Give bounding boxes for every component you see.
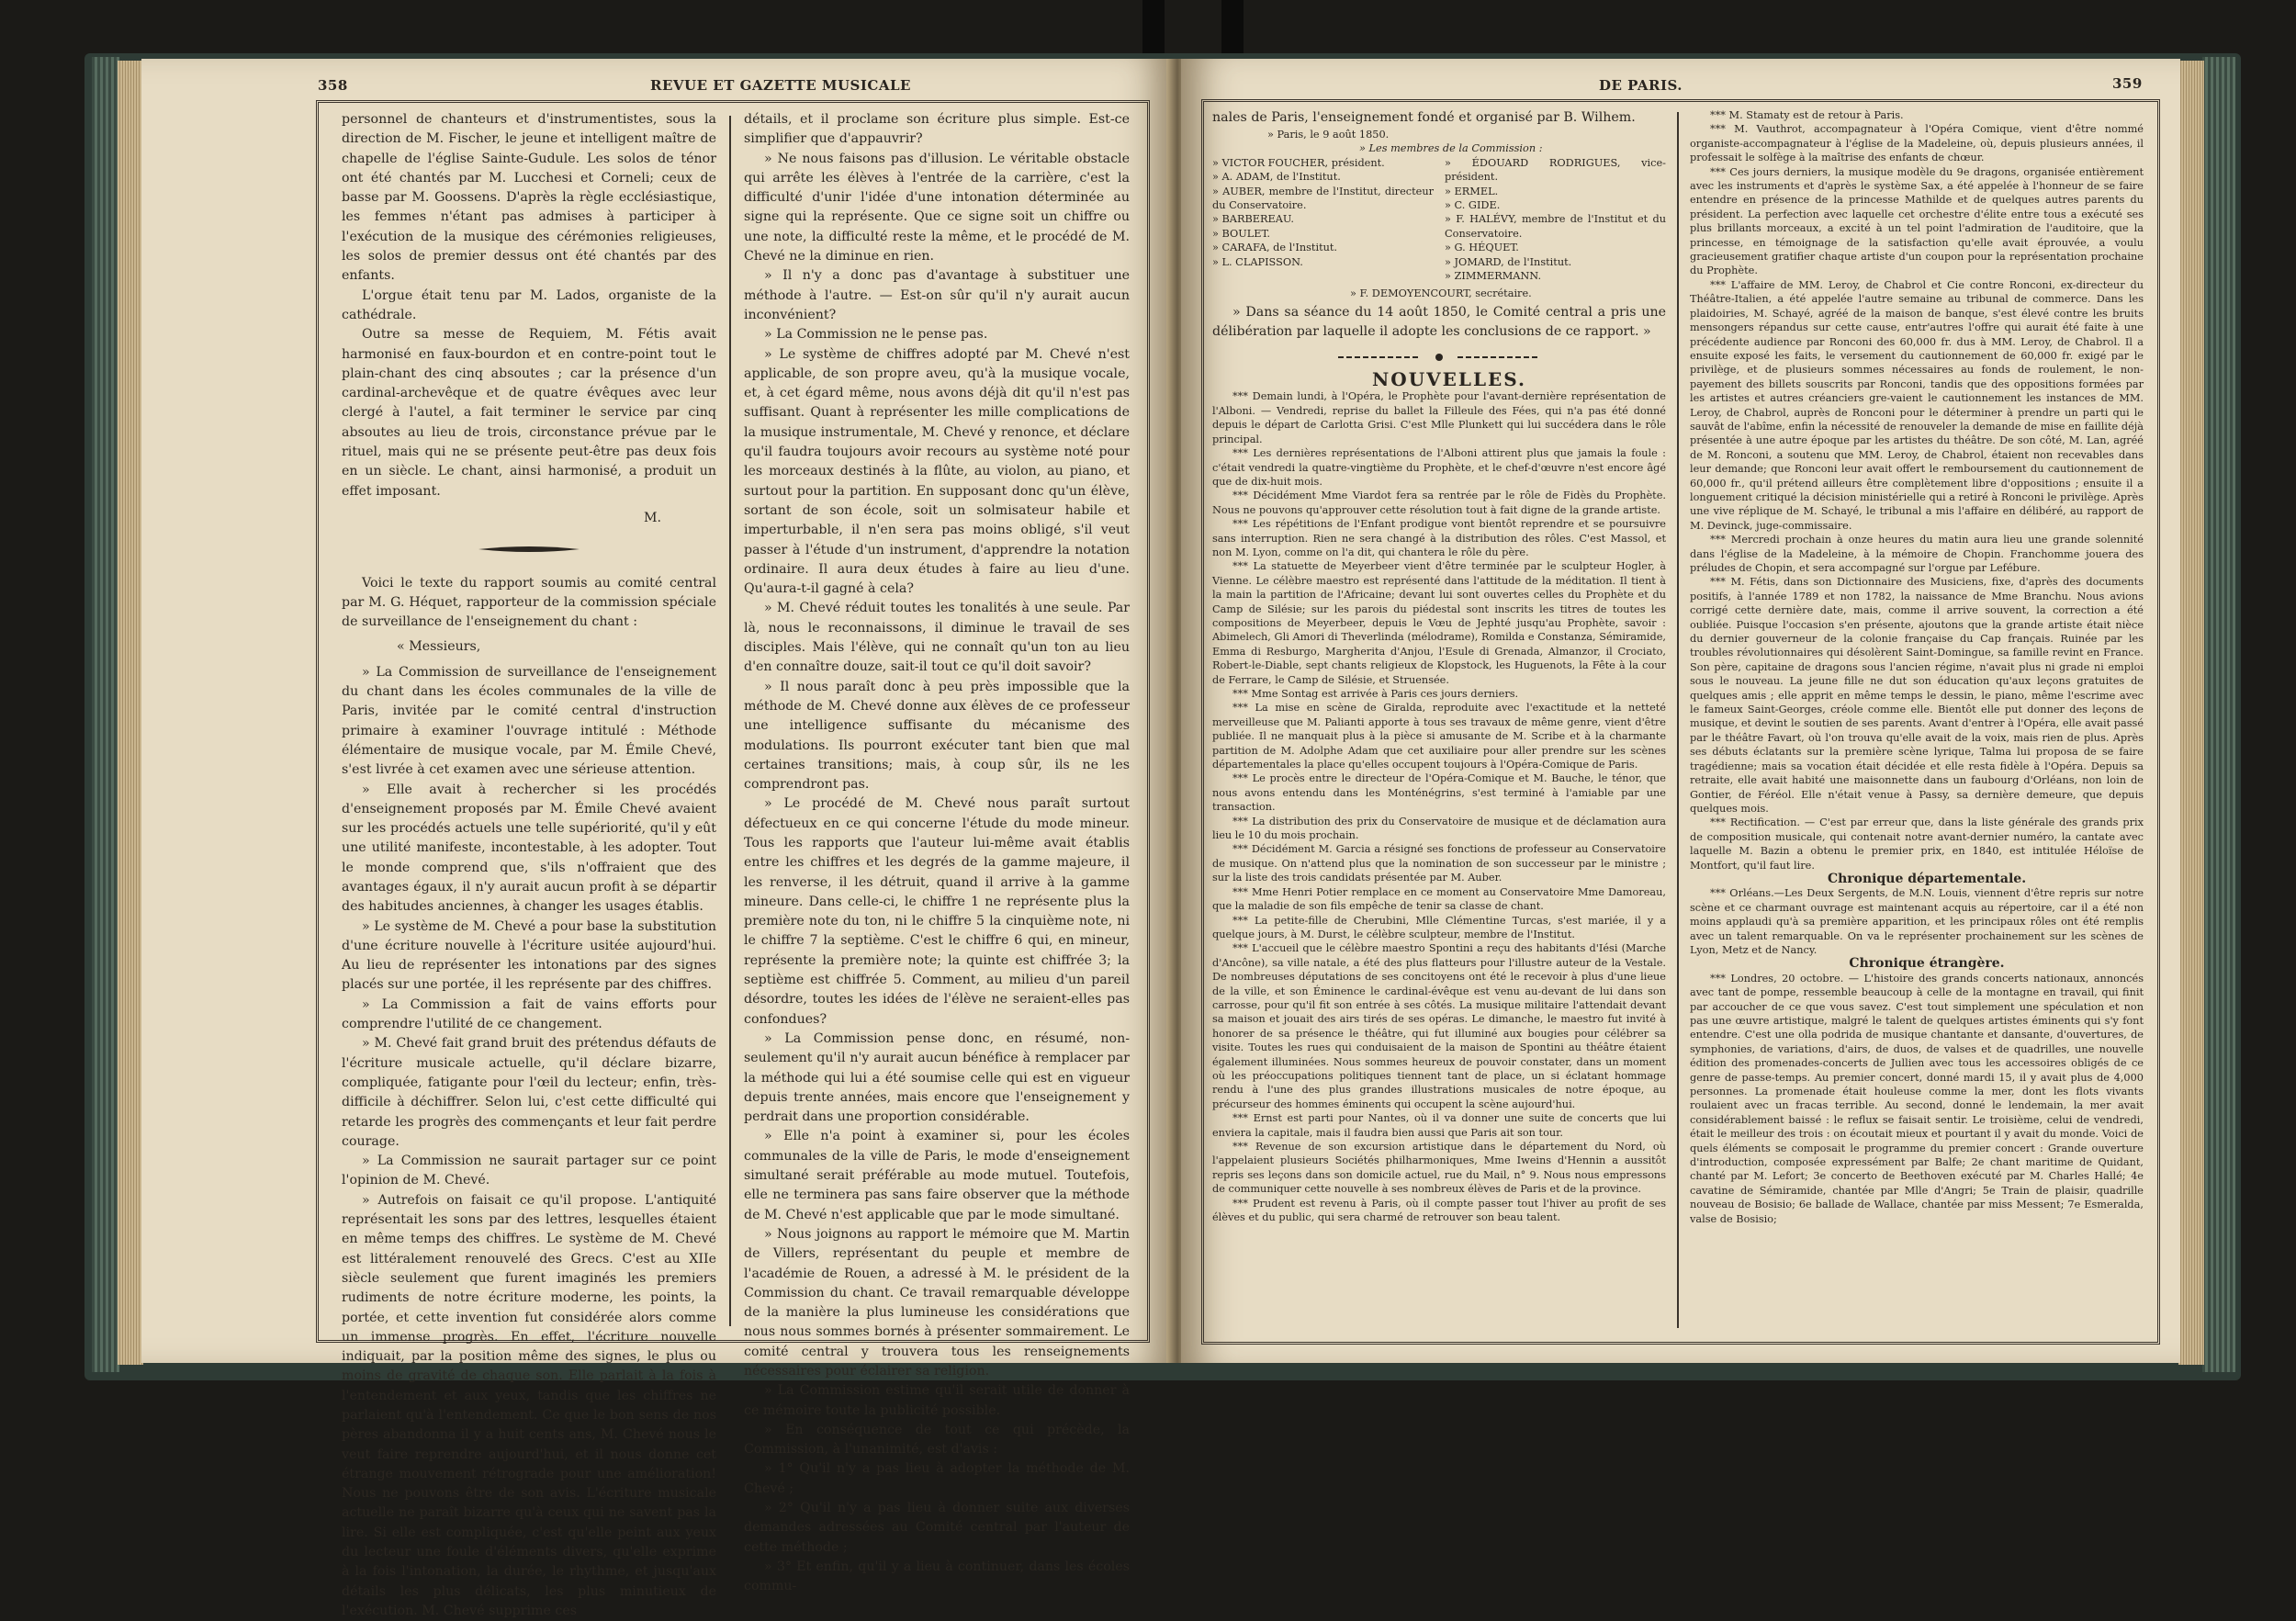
news-item: *** Rectification. — C'est par erreur que, dans la liste générale des grands prix de composition musicale, qui contenait notre avant-dernier numéro, la cantate avec laquelle M. Bazin a obtenu le premier prix, en 1840, est intitulée Héloïse de Montfort, qu'il faut lire. xyxy=(1690,816,2144,872)
paragraph: » La Commission de surveillance de l'enseignement du chant dans les écoles communales de la ville de Paris, invitée par le comité central d'instruction primaire à examiner l'ouvrage intitulé : Méthode élémentaire de musique vocale, par M. Émile Chevé, s'est livrée à cet examen avec une sérieuse attention. xyxy=(342,664,716,778)
right-column-divider xyxy=(1677,112,1679,1328)
list-item: » F. HALÉVY, membre de l'Institut et du Conservatoire. xyxy=(1445,213,1666,240)
page-stack-right xyxy=(2178,61,2204,1365)
paragraph: » La Commission a fait de vains efforts pour comprendre l'utilité de ce changement. xyxy=(342,996,716,1032)
news-item: *** Décidément M. Garcia a résigné ses fonctions de professeur au Conservatoire de musique. On n'attend plus que la nomination de son successeur par le ministre ; sur la liste des trois candidats présentée par M. Auber. xyxy=(1212,843,1666,884)
running-head-left: REVUE ET GAZETTE MUSICALE xyxy=(650,77,911,94)
paragraph: L'orgue était tenu par M. Lados, organiste de la cathédrale. xyxy=(342,287,716,322)
section-divider-ornament xyxy=(1212,349,1666,368)
paragraph: » Dans sa séance du 14 août 1850, le Comité central a pris une délibération par laquelle il adopte les conclusions de ce rapport. » xyxy=(1212,304,1666,339)
paragraph: » Le système de M. Chevé a pour base la substitution d'une écriture nouvelle à l'écriture usitée aujourd'hui. Au lieu de représenter les intonations par des signes placés sur une portée, il les représente par des chiffres. xyxy=(342,918,716,993)
paragraph: » Ne nous faisons pas d'illusion. Le véritable obstacle qui arrête les élèves à l'entrée de la carrière, c'est la difficulté d'unir l'idée d'une intonation déterminée au signe qui la représente. Que ce signe soit un chiffre ou une note, la difficulté reste la même, et le procédé de M. Chevé ne la diminue en rien. xyxy=(744,151,1130,265)
news-item: *** Les dernières représentations de l'Alboni attirent plus que jamais la foule : c'était vendredi la quatre-vingtième du Prophète, et le chef-d'œuvre n'est encore âgé que de dix-huit mois. xyxy=(1212,447,1666,488)
news-item: *** Mercredi prochain à onze heures du matin aura lieu une grande solennité dans l'église de la Madeleine, à la mémoire de Chopin. Franchomme jouera des préludes de Chopin, et sera accompagné sur l'orgue par Lefébure. xyxy=(1690,534,2144,574)
cover-marbled-edge-right xyxy=(2202,57,2235,1372)
paragraph: Voici le texte du rapport soumis au comité central par M. G. Héquet, rapporteur de la commission spéciale de surveillance de l'enseignement du chant : xyxy=(342,575,716,630)
news-item: *** La distribution des prix du Conservatoire de musique et de déclamation aura lieu le 10 du mois prochain. xyxy=(1212,815,1666,842)
paragraph: » Le système de chiffres adopté par M. Chevé n'est applicable, de son propre aveu, qu'à la musique vocale, et, à cet égard même, nous avons déjà dit qu'il n'est pas suffisant. Quant à représenter les mille complications de la musique instrumentale, M. Chevé y renonce, et déclare qu'il faudra toujours avoir recours au système noté pour les morceaux destinés à la flûte, au violon, au piano, et surtout pour la partition. En supposant donc qu'un élève, sortant de son école, soit un solmisateur habile et imperturbable, il n'en sera pas moins obligé, s'il veut passer à l'étude d'un instrument, d'apprendre la notation ordinaire. Il aura deux études à faire au lieu d'une. Qu'aura-t-il gagné à cela? xyxy=(744,346,1130,597)
news-item: *** Demain lundi, à l'Opéra, le Prophète pour l'avant-dernière représentation de l'Alboni. — Vendredi, reprise du ballet la Filleule des Fées, qui n'a pas été donné depuis le départ de Carlotta Grisi. C'est Mlle Plunkett qui lui succédera dans le rôle principal. xyxy=(1212,390,1666,445)
news-item: *** M. Vauthrot, accompagnateur à l'Opéra Comique, vient d'être nommé organiste-accompagnateur à l'église de la Madeleine, où, depuis plusieurs années, il professait le solfège à la maîtrise des enfants de chœur. xyxy=(1690,123,2144,164)
list-item: » ÉDOUARD RODRIGUES, vice-président. xyxy=(1445,156,1666,184)
paragraph: détails, et il proclame son écriture plus simple. Est-ce simplifier que d'appauvrir? xyxy=(744,112,1130,147)
news-item: *** M. Stamaty est de retour à Paris. xyxy=(1710,109,1904,121)
list-item: » G. HÉQUET. xyxy=(1445,242,1519,254)
paragraph: » 2° Qu'il n'y a pas lieu à donner suite aux diverses demandes adressées au Comité central par l'auteur de cette méthode ; xyxy=(744,1501,1130,1555)
commission-heading: » Les membres de la Commission : xyxy=(1359,142,1543,155)
paragraph: « Messieurs, xyxy=(397,639,481,655)
list-item: » ERMEL. xyxy=(1445,185,1499,197)
paragraph: personnel de chanteurs et d'instrumentistes, sous la direction de M. Fischer, le jeune et intelligent maître de chapelle de l'église Sainte-Gudule. Les solos de ténor ont été chantés par M. Lucchesi et Corneli; ceux de basse par M. Goossens. D'après la règle ecclésiastique, les femmes n'étant pas admises à participer à l'exécution de la musique des cérémonies religieuses, les solos de premier dessus ont été chantés par des enfants. xyxy=(342,112,716,284)
secretary-line: » F. DEMOYENCOURT, secrétaire. xyxy=(1350,287,1532,300)
section-divider-ornament xyxy=(342,541,716,560)
list-item: » ZIMMERMANN. xyxy=(1445,270,1542,283)
paragraph: nales de Paris, l'enseignement fondé et organisé par B. Wilhem. xyxy=(1212,110,1636,125)
news-item: *** Le procès entre le directeur de l'Opéra-Comique et M. Bauche, le ténor, que nous avons entendu dans les Monténégrins, s'est terminé à l'amiable par une transaction. xyxy=(1212,772,1666,814)
news-item: *** L'affaire de MM. Leroy, de Chabrol et Cie contre Ronconi, ex-directeur du Théâtre-Italien, a été appelée l'autre semaine au tribunal de commerce. Dans les plaidoiries, M. Schayé, agréé de la maison de banque, s'est élevé contre les bruits mensongers répandus sur cette cause, entr'autres l'offre qui aurait été faite à une précédente audience par Ronconi des 60,000 fr. dus à MM. Leroy, de Chabrol. Il a ensuite exposé les faits, le versement du cautionnement de 60,000 fr. exigé par le privilège, et de plusieurs sommes nécessaires au fonds de roulement, le non-payement des billets souscrits par Ronconi, tandis que des oppositions formées par les artistes et autres créanciers gre-vaient le cautionnement les instances de MM. Leroy, de Chabrol, auprès de Ronconi pour le déterminer à prendre un parti qui le sauvât de l'abîme, enfin la nécessité de renouveler la demande de mise en faillite déjà présentée à une autre époque par les artistes du théâtre. De son côté, M. Lan, agréé de M. Ronconi, a soutenu que MM. Leroy, de Chabrol, étaient non recevables dans leur demande; que Ronconi leur avait offert le remboursement du cautionnement de 60,000 fr., qu'il prétend ailleurs être complètement libre d'oppositions ; ensuite il a longuement critiqué la décision ministérielle qui a retiré à Ronconi le privilège. Après une vive réplique de M. Schayé, le tribunal a mis l'affaire en délibéré, au rapport de M. Devinck, juge-commissaire. xyxy=(1690,278,2144,532)
paragraph: » En conséquence de tout ce qui précède, la Commission, à l'unanimité, est d'avis : xyxy=(744,1422,1130,1458)
report-date: » Paris, le 9 août 1850. xyxy=(1267,129,1390,141)
news-item: *** Ernst est parti pour Nantes, où il va donner une suite de concerts que lui enviera la capitale, mais il faudra bien aussi que Paris ait son tour. xyxy=(1212,1112,1666,1139)
signature: M. xyxy=(643,510,661,525)
paragraph: » 1° Qu'il n'y a pas lieu à adopter la méthode de M. Chevé ; xyxy=(744,1461,1130,1496)
page-number-right: 359 xyxy=(2112,75,2143,92)
commission-members-right xyxy=(1445,156,1666,284)
news-item: *** La mise en scène de Giralda, reproduite avec l'exactitude et la netteté merveilleuse que M. Palianti apporte à tous ses travaux de même genre, vient d'être publiée. Il ne manquait plus à la pièce si amusante de M. Scribe et à la charmante partition de M. Adolphe Adam que cet auxiliaire pour aller prendre sur les scènes départementales la place qu'elles occupent toujours à l'Opéra-Comique de Paris. xyxy=(1212,702,1666,771)
news-item: *** Ces jours derniers, la musique modèle du 9e dragons, organisée entièrement avec les instruments et d'après le système Sax, a été appelée à l'honneur de se faire entendre en présence de la princesse Mathilde et de quelques autres parents du président. La perfection avec laquelle cet orchestre d'élite entre tous a exécuté ses plus brillants morceaux, a excité à un tel point l'admiration de l'auditoire, que la princesse, en témoignage de la satisfaction qu'elle avait éprouvée, a voulu gracieusement gratifier chaque artiste d'un coupon pour la représentation prochaine du Prophète. xyxy=(1690,165,2144,277)
commission-members xyxy=(1212,156,1666,284)
paragraph: » 3° Et enfin, qu'il y a lieu à continuer, dans les écoles commu- xyxy=(744,1559,1130,1594)
news-item: *** Les répétitions de l'Enfant prodigue vont bientôt reprendre et se poursuivre sans interruption. Rien ne sera changé à la distribution des rôles. C'est Massol, et non M. Lyon, comme on l'a dit, qui chantera le rôle du père. xyxy=(1212,518,1666,558)
paragraph: » Elle n'a point à examiner si, pour les écoles communales de la ville de Paris, le mode d'enseignement simultané serait préférable au mode mutuel. Toutefois, elle ne terminera pas sans faire observer que la méthode de M. Chevé n'est applicable que par le mode simultané. xyxy=(744,1129,1130,1222)
news-item: *** Prudent est revenu à Paris, où il compte passer tout l'hiver au profit de ses élèves et du public, qui sera charmé de retrouver son beau talent. xyxy=(1212,1197,1666,1224)
list-item: » A. ADAM, de l'Institut. xyxy=(1212,171,1341,184)
paragraph: » M. Chevé fait grand bruit des prétendus défauts de l'écriture musicale actuelle, qu'il déclare bizarre, compliquée, fatigante pour l'œil du lecteur; enfin, très-difficile à déchiffrer. Selon lui, c'est cette difficulté qui retarde les progrès des commençants et leur fait perdre courage. xyxy=(342,1036,716,1149)
paragraph: » Le procédé de M. Chevé nous paraît surtout défectueux en ce qui concerne l'étude du mode mineur. Tous les rapports que l'auteur lui-même avait établis entre les chiffres et les degrés de la gamme majeure, il les renverse, il les détruit, quand il arrive à la gamme mineure. Dans celle-ci, le chiffre 1 ne représente plus la première note du ton, ni le chiffre 5 la cinquième note, ni le chiffre 7 la septième. C'est le chiffre 6 qui, en mineur, représente la première note; la quinte est chiffrée 3; la septième est chiffrée 5. Comment, au milieu d'un pareil désordre, toutes les idées de l'élève ne seraient-elles pas confondues? xyxy=(744,796,1130,1027)
news-item: *** L'accueil que le célèbre maestro Spontini a reçu des habitants d'Iési (Marche d'Ancône), sa ville natale, a été des plus flatteurs pour l'illustre auteur de la Vestale. De nombreuses députations de ses concitoyens ont été le recevoir à plus d'une lieue de la ville, et son Éminence le cardinal-évêque est venu au-devant de lui dans son carrosse, pour qu'il fit son entrée à ses côtés. La musique militaire l'attendait devant sa maison et jouait des airs tirés de ses opéras. Le dimanche, le maestro fut invité à honorer de sa présence le théâtre, qui fut illuminé aux bougies pour célébrer sa visite. Toutes les rues qui conduisaient de la maison de Spontini au théâtre étaient également illuminées. Nous sommes heureux de pouvoir constater, dans un moment où les préoccupations politiques tiennent tant de place, un si éclatant hommage rendu à l'une des plus grandes illustrations musicales de notre époque, au précurseur des hommes éminents qui occupent la scène aujourd'hui. xyxy=(1212,942,1666,1110)
list-item: » C. GIDE. xyxy=(1445,199,1501,212)
list-item: » JOMARD, de l'Institut. xyxy=(1445,255,1572,268)
chronique-etrangere-heading: Chronique étrangère. xyxy=(1849,956,2005,972)
paragraph: » La Commission estime qu'il serait utile de donner à ce mémoire toute la publicité possible. xyxy=(744,1383,1130,1418)
list-item: » BARBEREAU. xyxy=(1212,213,1295,226)
list-item: » AUBER, membre de l'Institut, directeur du Conservatoire. xyxy=(1212,185,1434,212)
commission-members-left xyxy=(1212,156,1434,284)
list-item: » CARAFA, de l'Institut. xyxy=(1212,242,1338,254)
page-stack-left xyxy=(118,61,143,1365)
list-item: » L. CLAPISSON. xyxy=(1212,255,1303,268)
page-number-left: 358 xyxy=(318,77,348,94)
list-item: » BOULET. xyxy=(1212,227,1271,240)
left-page xyxy=(141,59,1174,1618)
news-item: *** Mme Henri Potier remplace en ce moment au Conservatoire Mme Damoreau, que la maladie de son fils empêche de tenir sa classe de chant. xyxy=(1212,885,1666,913)
left-column-2 xyxy=(744,110,1130,1594)
paragraph: » M. Chevé réduit toutes les tonalités à une seule. Par là, nous le reconnaissons, il diminue le travail de ses disciples. Mais l'élève, qui ne connaît qu'un ton au lieu d'en connaître douze, sait-il tout ce qu'il doit savoir? xyxy=(744,601,1130,675)
paragraph: » La Commission pense donc, en résumé, non-seulement qu'il n'y aurait aucun bénéfice à remplacer par la méthode qui lui a été soumise celle qui est en vigueur depuis trente années, mais encore que l'enseignement y perdrait dans une proportion considérable. xyxy=(744,1030,1130,1125)
paragraph: » Il nous paraît donc à peu près impossible que la méthode de M. Chevé donne aux élèves de ce professeur une intelligence suffisante du mécanisme des modulations. Ils pourront exécuter tant bien que mal certaines transitions; mais, à coup sûr, ils ne les comprendront pas. xyxy=(744,679,1130,793)
paragraph: » La Commission ne le pense pas. xyxy=(764,327,988,343)
paragraph: » Il n'y a donc pas d'avantage à substituer une méthode à l'autre. — Est-on sûr qu'il n'y aurait aucun inconvénient? xyxy=(744,268,1130,322)
news-item: *** M. Fétis, dans son Dictionnaire des Musiciens, fixe, d'après des documents positifs, à l'année 1789 et non 1782, la naissance de Mme Branchu. Nous avions corrigé cette dernière date, mais, comme il arrive souvent, la correction a été oubliée. Puisque l'occasion s'en présente, ajoutons que la grande artiste était nièce du dernier gouverneur de la colonie française du Cap français. Ruinée par les troubles révolutionnaires qui désolèrent Saint-Domingue, sa famille revint en France. Son père, capitaine de dragons sous l'ancien régime, n'avait plus ni grade ni emploi sous le nouveau. La jeune fille ne dut son éducation qu'aux leçons gratuites de quelques amis ; elle apprit en même temps le dessin, le piano, même l'escrime avec le fameux Saint-Georges, créole comme elle. Bientôt elle put donner des leçons de musique, et devint le soutien de ses parents. Avant d'entrer à l'Opéra, elle avait passé par le théâtre Favart, où l'on trouva qu'elle avait de la voix, mais rien de plus. Après ses débuts éclatants sur la première scène lyrique, Talma lui proposa de se faire tragédienne; mais sa vocation était décidée et elle resta fidèle à l'Opéra. Depuis sa retraite, elle avait habité une maisonnette dans un faubourg d'Orléans, non loin de Gontier, de Féréol. Elle n'était venue à Passy, sa dernière demeure, que depuis quelques mois. xyxy=(1690,576,2144,815)
right-column-1 xyxy=(1212,108,1666,1330)
list-item: » VICTOR FOUCHER, président. xyxy=(1212,156,1385,169)
left-column-divider xyxy=(729,116,731,1326)
news-item: *** Décidément Mme Viardot fera sa rentrée par le rôle de Fidès du Prophète. Nous ne pouvons qu'approuver cette résolution tout à fait digne de la grande artiste. xyxy=(1212,490,1666,516)
paragraph: » La Commission ne saurait partager sur ce point l'opinion de M. Chevé. xyxy=(342,1154,716,1188)
news-item: *** La statuette de Meyerbeer vient d'être terminée par le sculpteur Hogler, à Vienne. Le célèbre maestro est représenté dans l'attitude de la méditation. Il tient à la main la partition de l'Africaine; devant lui sont ouvertes celles du Prophète et du Camp de Silésie; sur les parois du piédestal sont inscrits les titres de toutes les compositions de Meyerbeer, depuis le Vœu de Jephté jusqu'au Prophète, savoir : Abimelech, Gli Amori di Theverlinda (mélodrame), Romilda e Constanza, Sémiramide, Emma di Resburgo, Margherita d'Anjou, l'Esule di Grenada, Almanzor, il Crociato, Robert-le-Diable, sept chants religieux de Klopstock, les Huguenots, la Fête à la cour de Ferrare, le Camp de Silésie, et Struensée. xyxy=(1212,560,1666,686)
paragraph: » Nous joignons au rapport le mémoire que M. Martin de Villers, représentant du peuple et membre de l'académie de Rouen, a adressé à M. le président de la Commission du chant. Ce travail remarquable développe de la manière la plus lumineuse les considérations que nous nous sommes bornés à présenter sommairement. Le comité central y trouvera tous les renseignements nécessaires pour éclairer sa religion. xyxy=(744,1226,1130,1379)
news-item: *** Londres, 20 octobre. — L'histoire des grands concerts nationaux, annoncés avec tant de pompe, ressemble beaucoup à celle de la montagne en travail, qui finit par accoucher de ce que vous savez. C'est tout simplement une spéculation et non pas une œuvre artistique, malgré le talent de quelques artistes éminents qui s'y font entendre. C'est une olla podrida de musique chantante et dansante, d'ouvertures, de symphonies, de variations, d'airs, de duos, de valses et de quadrilles, une nouvelle édition des promenades-concerts de Jullien avec tous les accessoires obligés de ce genre de passe-temps. Au premier concert, donné mardi 15, il y avait plus de 4,000 personnes. La promenade était houleuse comme la mer, dont les flots vivants roulaient avec un fracas terrible. Au second, donné le lendemain, la mer avait considérablement baissé : le reflux se faisait sentir. Le troisième, celui de vendredi, était le meilleur des trois : on écoutait mieux et pourtant il y avait du monde. Voici de quels éléments se composait le programme du premier concert : Grande ouverture d'introduction, composée expressément par Balfe; 2e chant maritime de Quidant, chanté par M. Lefort; 3e concerto de Beethoven exécuté par M. Charles Hallé; 4e cavatine de Sémiramide, chantée par Mlle d'Angri; 5e Train de plaisir, quadrille nouveau de Bosisio; 6e ballade de Wallace, chantée par miss Messent; 7e Esmeralda, valse de Bosisio; xyxy=(1690,972,2144,1225)
right-column-2 xyxy=(1690,108,2144,1330)
chronique-departementale-heading: Chronique départementale. xyxy=(1827,871,2027,886)
running-head-right: DE PARIS. xyxy=(1599,77,1683,94)
left-column-1 xyxy=(342,110,716,1618)
news-item: *** Orléans.—Les Deux Sergents, de M.N. Louis, viennent d'être repris sur notre scène et ce charmant ouvrage est maintenant acquis au répertoire, car il a été non moins applaudi qu'à sa première apparition, et les principaux rôles ont été remplis avec un talent remarquable. On va le représenter prochainement sur les scènes de Lyon, Metz et de Nancy. xyxy=(1690,887,2144,956)
news-item: *** Revenue de son excursion artistique dans le département du Nord, où l'appelaient plusieurs Sociétés philharmoniques, Mme Iweins d'Hennin a aussitôt repris ses leçons dans son domicile actuel, rue du Mail, n° 9. Nous nous empressons de communiquer cette nouvelle à ses nombreux élèves de Paris et de la province. xyxy=(1212,1141,1666,1196)
news-item: *** Mme Sontag est arrivée à Paris ces jours derniers. xyxy=(1232,688,1519,700)
cover-marbled-edge-left xyxy=(92,57,119,1372)
paragraph: Outre sa messe de Requiem, M. Fétis avait harmonisé en faux-bourdon et en contre-point tout le plain-chant des cinq absoutes ; car la présence d'un cardinal-archevêque et de quatre évêques avec leur clergé à l'autel, a fait terminer le service par cinq absoutes au lieu de trois, circonstance prévue par le rituel, mais qui ne se présente peut-être pas deux fois en un siècle. Le chant, ainsi harmonisé, a produit un effet imposant. xyxy=(342,327,716,499)
nouvelles-heading: NOUVELLES. xyxy=(1372,368,1526,391)
right-page xyxy=(1181,59,2180,1363)
paragraph: » Elle avait à rechercher si les procédés d'enseignement proposés par M. Émile Chevé avaient sur les procédés actuels une telle supériorité, qu'il y eût une utilité manifeste, incontestable, à les adopter. Tout le monde comprend que, s'ils n'offraient que des avantages égaux, il n'y aurait aucun profit à se départir des habitudes anciennes, à changer les usages établis. xyxy=(342,782,716,915)
paragraph: » Autrefois on faisait ce qu'il propose. L'antiquité représentait les sons par des lettres, lesquelles étaient en même temps des chiffres. Le système de M. Chevé est littéralement renouvelé des Grecs. C'est au XIIe siècle seulement que furent imaginés les premiers rudiments de notre écriture moderne, les points, la portée, et cette invention fut considérée alors comme un immense progrès. En effet, l'écriture nouvelle indiquait, par la position même des signes, le plus ou moins de gravité de chaque son. Elle parlait à la fois à l'entendement et aux yeux, tandis que les chiffres ne parlaient qu'à l'entendement. Ce que le bon sens de nos pères abandonna il y a huit cents ans, M. Chevé nous le veut faire reprendre aujourd'hui, et il nous donne cet étrange mouvement rétrograde pour une amélioration! Nous ne pouvons être de son avis. L'écriture musicale actuelle ne paraît bizarre qu'à ceux qui ne savent pas la lire. Si elle est compliquée, c'est qu'elle peint aux yeux du lecteur une foule d'éléments divers, qu'elle exprime à la fois l'intonation, la durée, le rhythme, et jusqu'aux détails les plus délicats, les plus minutieux de l'exécution. M. Chevé supprime ces xyxy=(342,1192,716,1618)
news-item: *** La petite-fille de Cherubini, Mlle Clémentine Turcas, s'est mariée, il y a quelque jours, à M. Durst, le célèbre sculpteur, membre de l'Institut. xyxy=(1212,914,1666,940)
